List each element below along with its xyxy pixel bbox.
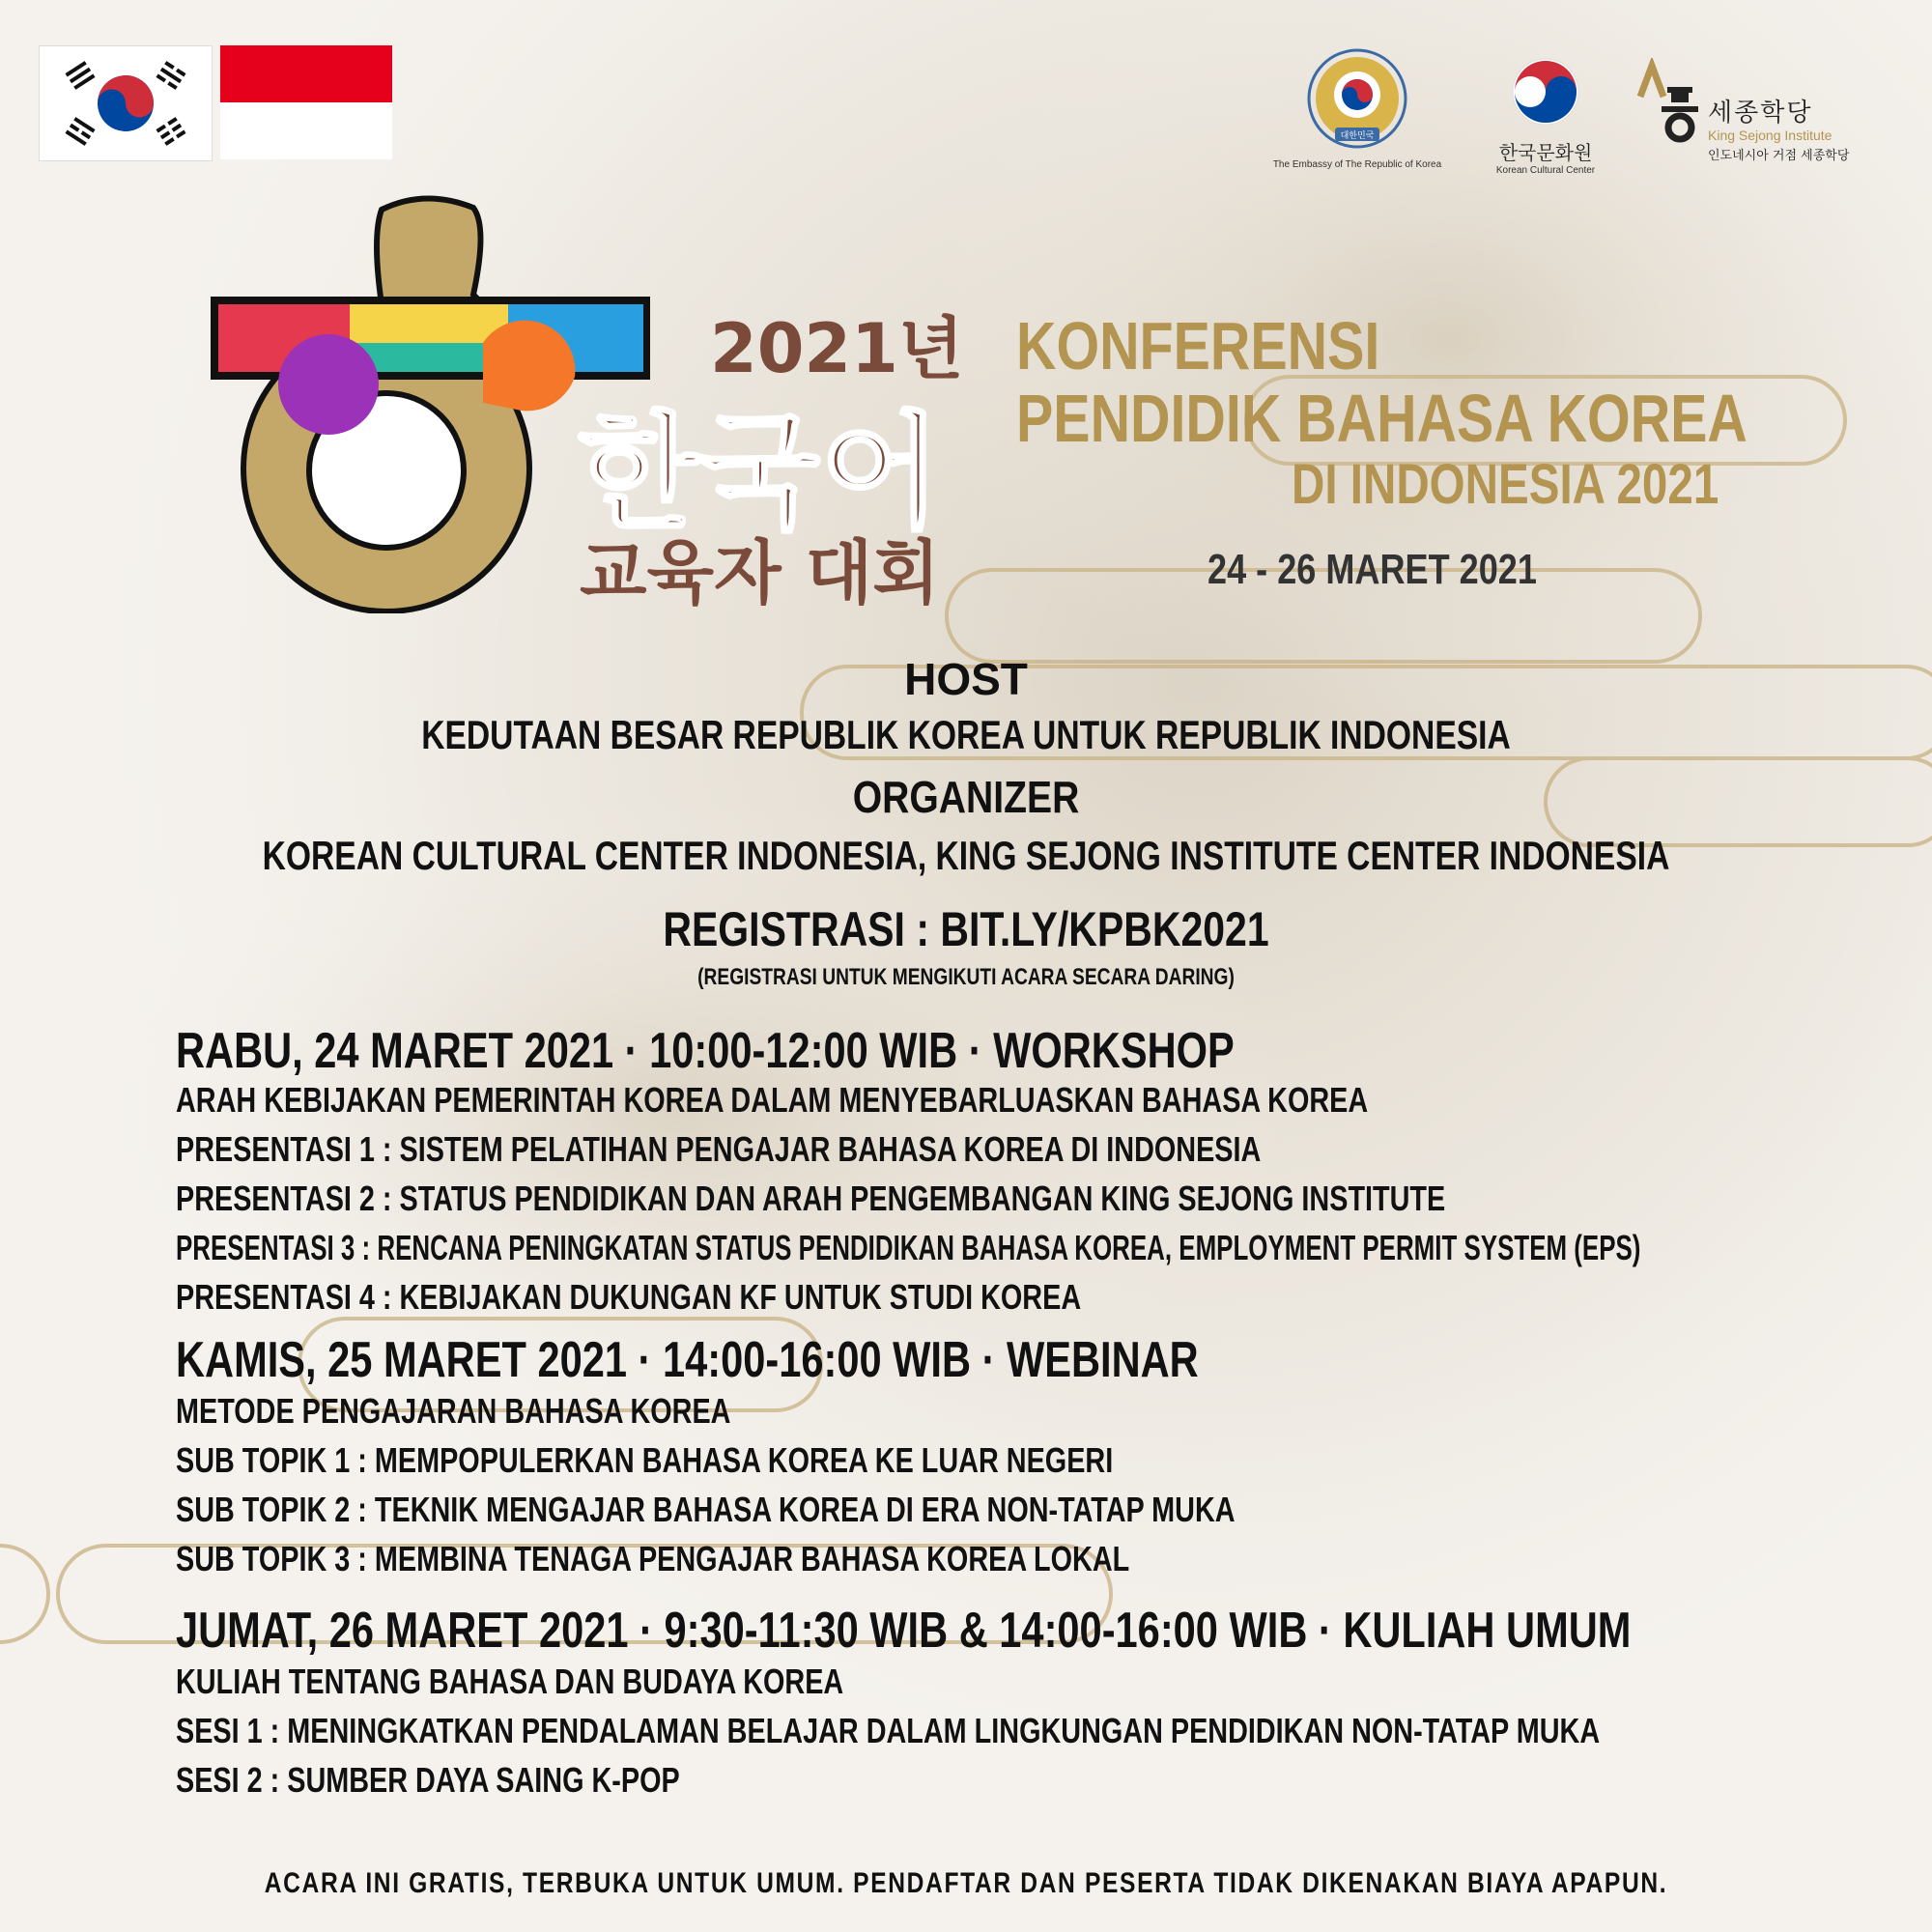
embassy-logo — [1256, 48, 1459, 174]
ksi-logo — [1633, 58, 1913, 164]
day-2-item: SUB TOPIK 3 : MEMBINA TENAGA PENGAJAR BAHASA KOREA LOKAL — [176, 1539, 1130, 1578]
day-1-item: PRESENTASI 1 : SISTEM PELATIHAN PENGAJAR BAHASA KOREA DI INDONESIA — [176, 1129, 1262, 1169]
kcc-logo — [1492, 53, 1599, 179]
day-1-heading: RABU, 24 MARET 2021 · 10:00-12:00 WIB · WORKSHOP — [176, 1023, 1235, 1079]
day-1-item: PRESENTASI 4 : KEBIJAKAN DUKUNGAN KF UNTUK STUDI KOREA — [176, 1277, 1082, 1317]
day-1-item: PRESENTASI 2 : STATUS PENDIDIKAN DAN ARAH PENGEMBANGAN KING SEJONG INSTITUTE — [176, 1179, 1446, 1218]
day-3-item: SESI 2 : SUMBER DAYA SAING K-POP — [176, 1760, 680, 1800]
schedule-day-1 — [176, 1022, 1915, 1326]
taegeuk-icon — [40, 46, 212, 160]
svg-text:대한민국: 대한민국 — [1340, 131, 1375, 141]
organizer-value: KOREAN CULTURAL CENTER INDONESIA, KING SEJONG INSTITUTE CENTER INDONESIA — [262, 833, 1670, 878]
ksi-korean-name: 인도네시아 거점 세종학당 — [1708, 149, 1850, 163]
indonesia-flag — [220, 45, 392, 159]
schedule-section — [176, 1022, 1915, 1809]
day-2-item: METODE PENGAJARAN BAHASA KOREA — [176, 1391, 731, 1431]
schedule-day-2 — [176, 1331, 1915, 1588]
day-2-heading: KAMIS, 25 MARET 2021 · 14:00-16:00 WIB · WEBINAR — [176, 1332, 1199, 1388]
kcc-taegeuk-icon — [1507, 53, 1584, 130]
day-2-item: SUB TOPIK 1 : MEMPOPULERKAN BAHASA KOREA KE LUAR NEGERI — [176, 1440, 1114, 1480]
korean-title-main: 한국어 — [578, 399, 942, 546]
day-3-item: SESI 1 : MENINGKATKAN PENDALAMAN BELAJAR DALAM LINGKUNGAN PENDIDIKAN NON-TATAP MUKA — [176, 1711, 1601, 1750]
ksi-english-name: King Sejong Institute — [1708, 128, 1833, 143]
conference-title-line2: PENDIDIK BAHASA KOREA — [1016, 381, 1747, 456]
day-3-heading: JUMAT, 26 MARET 2021 · 9:30-11:30 WIB & 14:00-16:00 WIB · KULIAH UMUM — [176, 1603, 1632, 1659]
organizer-label: ORGANIZER — [852, 772, 1080, 822]
footer-note: ACARA INI GRATIS, TERBUKA UNTUK UMUM. PENDAFTAR DAN PESERTA TIDAK DIKENAKAN BIAYA APAPUN. — [264, 1867, 1668, 1899]
kcc-korean-name: 한국문화원 — [1498, 141, 1593, 164]
korean-title-sub: 교육자 대회 — [580, 532, 940, 613]
korea-flag — [39, 45, 213, 161]
conference-dates: 24 - 26 MARET 2021 — [1208, 546, 1537, 593]
day-2-item: SUB TOPIK 2 : TEKNIK MENGAJAR BAHASA KOREA DI ERA NON-TATAP MUKA — [176, 1490, 1236, 1529]
day-3-item: KULIAH TENTANG BAHASA DAN BUDAYA KOREA — [176, 1662, 844, 1701]
host-label: HOST — [904, 654, 1028, 704]
embassy-caption: The Embassy of The Republic of Korea — [1272, 159, 1442, 170]
day-1-item: ARAH KEBIJAKAN PEMERINTAH KOREA DALAM MENYEBARLUASKAN BAHASA KOREA — [176, 1080, 1369, 1120]
registration-note: (REGISTRASI UNTUK MENGIKUTI ACARA SECARA DARING) — [697, 964, 1235, 990]
conference-title-line3: DI INDONESIA 2021 — [1292, 453, 1719, 516]
host-value: KEDUTAAN BESAR REPUBLIK KOREA UNTUK REPUBLIK INDONESIA — [421, 712, 1511, 757]
ksi-emblem-icon — [1633, 58, 1700, 145]
embassy-seal-icon — [1256, 48, 1459, 153]
day-1-item: PRESENTASI 3 : RENCANA PENINGKATAN STATUS PENDIDIKAN BAHASA KOREA, EMPLOYMENT PERMIT SYSTEM (EPS) — [176, 1228, 1641, 1267]
schedule-day-3 — [176, 1602, 1915, 1809]
ksi-wordmark: 세종학당 — [1708, 99, 1813, 128]
conference-title-line1: KONFERENSI — [1016, 308, 1380, 384]
kcc-english-name: Korean Cultural Center — [1495, 165, 1596, 176]
korean-title-year: 2021년 — [710, 309, 964, 388]
registration-link[interactable]: REGISTRASI : BIT.LY/KPBK2021 — [663, 902, 1269, 956]
